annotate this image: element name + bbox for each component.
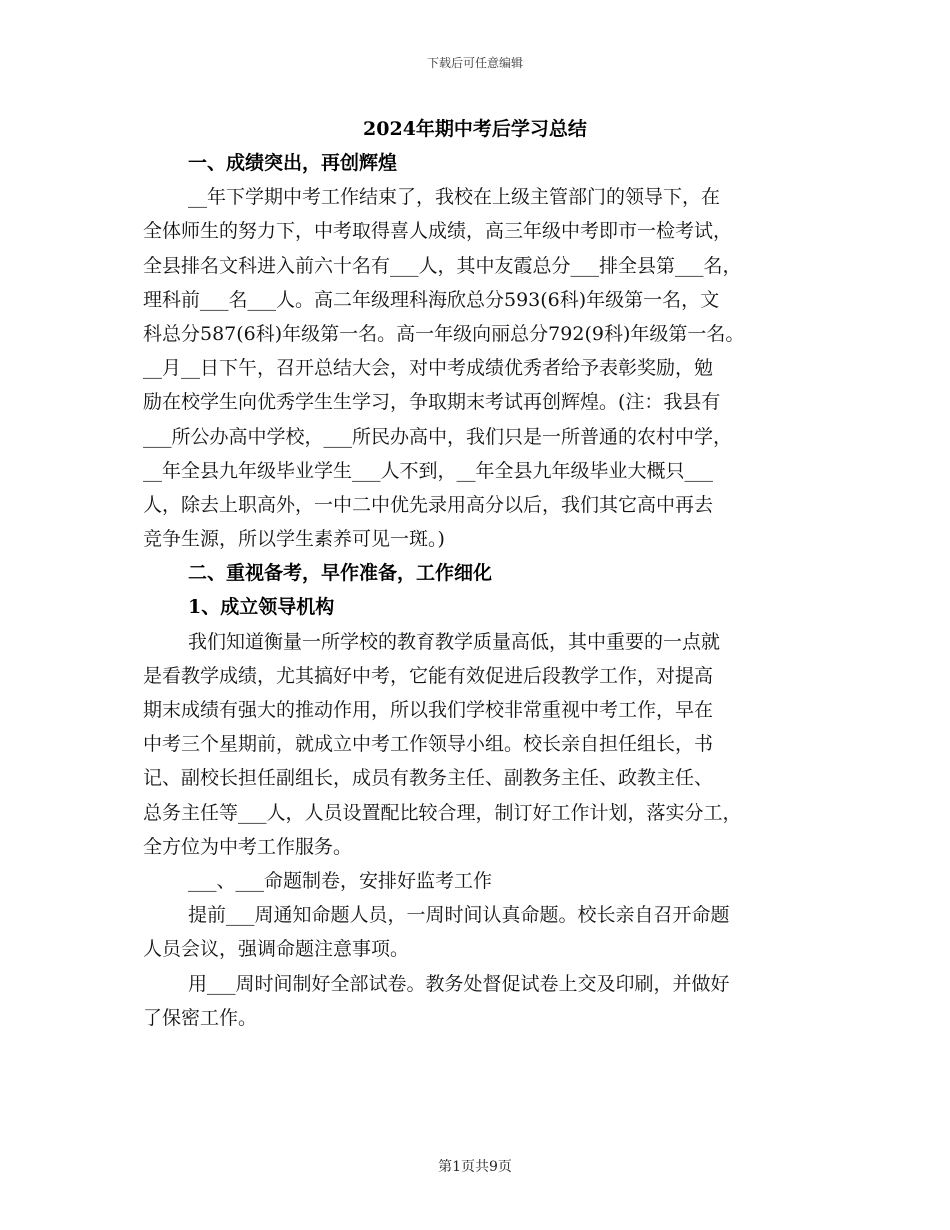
text-line: 了保密工作。 <box>143 1006 258 1029</box>
text-line: 全体师生的努力下，中考取得喜人成绩，高三年级中考即市一检考试， <box>143 220 733 243</box>
text-line: 期末成绩有强大的推动作用，所以我们学校非常重视中考工作，早在 <box>143 699 714 721</box>
text-line: 提前___周通知命题人员，一周时间认真命题。校长亲自召开命题 <box>188 904 730 927</box>
page-header: 下载后可任意编辑 <box>426 56 523 70</box>
text-line: 竞争生源，所以学生素养可见一斑。) <box>143 528 445 551</box>
text-line: 我们知道衡量一所学校的教育教学质量高低，其中重要的一点就 <box>188 630 721 653</box>
text-line: __年全县九年级毕业学生___人不到，__年全县九年级毕业大概只___ <box>143 459 714 482</box>
page-footer: 第1页共9页 <box>438 1159 512 1175</box>
text-line: 理科前___名___人。高二年级理科海欣总分593(6科)年级第一名，文 <box>143 288 720 311</box>
text-line: 总务主任等___人，人员设置配比较合理，制订好工作计划，落实分工， <box>143 801 742 824</box>
document-body <box>143 146 828 1035</box>
text-line: 励在校学生向优秀学生生学习，争取期末考试再创辉煌。(注：我县有 <box>143 391 721 414</box>
text-line: __月__日下午，召开总结大会，对中考成绩优秀者给予表彰奖励，勉 <box>143 357 714 380</box>
text-line: __年下学期中考工作结束了，我校在上级主管部门的领导下，在 <box>188 186 721 209</box>
section-heading: 一、成绩突出，再创辉煌 <box>188 152 398 174</box>
text-line: 人，除去上职高外，一中二中优先录用高分以后，我们其它高中再去 <box>143 493 714 516</box>
text-line: 中考三个星期前，就成立中考工作领导小组。校长亲自担任组长，书 <box>143 733 714 756</box>
text-line: 记、副校长担任副组长，成员有教务主任、副教务主任、政教主任、 <box>143 767 714 790</box>
text-line: 是看教学成绩，尤其搞好中考，它能有效促进后段教学工作，对提高 <box>143 664 714 687</box>
document-title: 2024年期中考后学习总结 <box>363 118 587 140</box>
text-line: 全县排名文科进入前六十名有___人，其中友霞总分___排全县第___名， <box>143 254 742 277</box>
text-line: ___、___命题制卷，安排好监考工作 <box>188 869 493 892</box>
section-heading: 1、成立领导机构 <box>188 596 335 619</box>
text-line: 人员会议，强调命题注意事项。 <box>143 938 410 961</box>
section-heading: 二、重视备考，早作准备，工作细化 <box>188 562 493 585</box>
text-line: 全方位为中考工作服务。 <box>143 835 353 858</box>
text-line: ___所公办高中学校，___所民办高中，我们只是一所普通的农村中学， <box>143 425 733 448</box>
text-line: 用___周时间制好全部试卷。教务处督促试卷上交及印刷，并做好 <box>188 972 730 995</box>
text-line: 科总分587(6科)年级第一名。高一年级向丽总分792(9科)年级第一名。 <box>143 322 745 345</box>
